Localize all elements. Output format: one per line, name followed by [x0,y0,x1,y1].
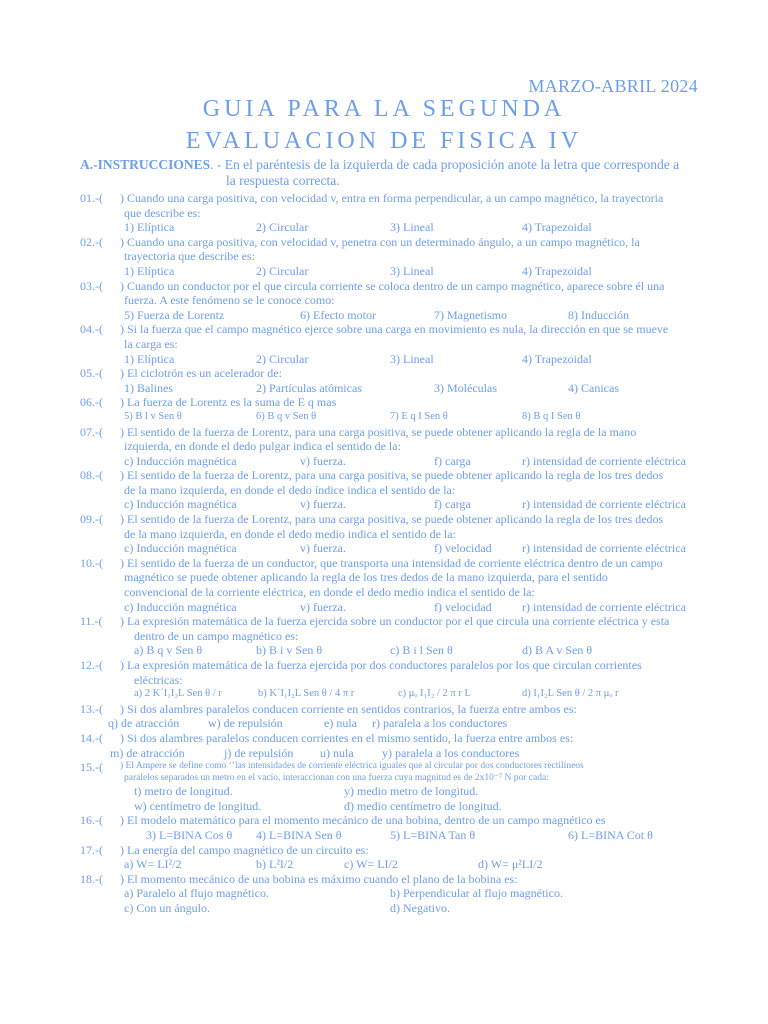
question-12 [80,658,700,702]
option: v) fuerza. [300,541,346,556]
option: 2) Partículas atómicas [256,380,362,395]
option: c) Inducción magnética [124,541,237,556]
option-row [120,600,700,615]
question-18 [80,872,700,916]
option: 3) Lineal [390,351,434,366]
option-row [120,886,700,901]
option: t) metro de longitud. [134,784,233,799]
question-text: ) El Ampere se define como ‘’las intensidades de corriente eléctrica iguales que al circular por dos conductores rectilíneos [120,761,584,772]
option: f) carga [434,497,471,512]
option: e) nula [324,716,357,731]
question-04 [80,322,700,366]
question-number: 03.-( [80,278,103,293]
question-text: ) El sentido de la fuerza de Lorentz, para una carga positiva, se puede obtener aplicando la regla de los tres dedos [120,512,664,527]
option: 3) Moléculas [434,380,497,395]
option-row [120,308,700,323]
question-number: 02.-( [80,234,103,249]
option-row [120,687,700,702]
option: 4) Trapezoidal [522,263,592,278]
question-text: ) El sentido de la fuerza de Lorentz, para una carga positiva, se puede obtener aplicando la regla de los tres dedos [120,468,664,483]
question-text-cont: fuerza. A este fenómeno se le conoce como: [124,293,335,308]
option: r) intensidad de corriente eléctrica [522,541,686,556]
question-text: ) La expresión matemática de la fuerza ejercida por dos conductores paralelos por los que circulan corrientes [120,658,642,672]
question-text-cont: magnético se puede obtener aplicando la regla de los tres dedos de la mano izquierda, para el sentido [124,570,608,585]
option: y) paralela a los conductores [382,745,520,760]
question-text: ) Cuando un conductor por el que circula corriente se coloca dentro de un campo magnético, aparece sobre él una [120,278,665,293]
question-text: ) Cuando una carga positiva, con velocidad v, entra en forma perpendicular, a un campo magnético, la trayectoria [120,191,664,205]
question-text-cont: de la mano izquierda, en donde el dedo medio indica el sentido de la: [124,526,456,541]
option: 4) Trapezoidal [522,351,592,366]
question-number: 11.-( [80,614,103,629]
option: 7) Magnetismo [434,307,507,322]
option-row [120,784,700,799]
option: 2) Circular [256,351,309,366]
question-text: ) La expresión matemática de la fuerza ejercida sobre un conductor por el que circula una corriente eléctrica y esta [120,614,670,629]
option-row [108,716,700,731]
question-text: ) El modelo matemático para el momento mecánico de una bobina, dentro de un campo magnético es [120,813,606,828]
option: v) fuerza. [300,453,346,468]
question-number: 13.-( [80,701,103,716]
option: u) nula [320,745,354,760]
question-number: 16.-( [80,813,103,828]
option: w) centímetro de longitud. [134,798,262,813]
option: 4) Trapezoidal [522,220,592,235]
option-row [120,828,700,843]
option: r) intensidad de corriente eléctrica [522,453,686,468]
option: 5) B l v Sen θ [124,410,182,422]
option-row [120,454,700,469]
option: 3) Lineal [390,220,434,235]
option: 7) E q I Sen θ [390,410,448,422]
question-number: 09.-( [80,512,103,527]
option: d) B A v Sen θ [522,643,593,658]
option-row [120,497,700,512]
option-row [110,745,700,761]
instructions [80,157,700,189]
option: c) W= LI/2 [344,857,398,872]
question-text-cont: izquierda, en donde el dedo pulgar indica el sentido de la: [124,439,401,454]
option: d) Negativo. [390,900,450,915]
option: 1) Elíptica [124,351,175,366]
option: 6) B q v Sen θ [256,410,317,422]
option: 3) Lineal [390,263,434,278]
option: d) W= μ²LI/2 [478,857,543,872]
option: y) medio metro de longitud. [344,784,479,799]
question-09 [80,512,700,556]
option: f) velocidad [434,541,492,556]
question-text-cont: de la mano izquierda, en donde el dedo índice indica el sentido de la: [124,482,456,497]
question-number: 14.-( [80,730,103,745]
question-01 [80,191,700,235]
question-number: 12.-( [80,658,103,672]
question-text-cont: que describe es: [124,205,201,220]
option: 4) L=BINA Sen θ [256,827,342,842]
question-text-cont: paralelos separados un metro en el vacío, interaccionan con una fuerza cuya magnitud es de 2x10⁻⁷ N por cada: [124,773,549,784]
option: 8) Inducción [568,307,629,322]
question-08 [80,468,700,512]
document-date: MARZO-ABRIL 2024 [528,76,698,96]
question-number: 08.-( [80,468,103,483]
option: d) I₁I₂L Sen θ / 2 π μₒ r [522,688,619,700]
question-text-cont: convencional de la corriente eléctrica, en donde el dedo medio indica el sentido de la: [124,585,535,600]
option: 1) Elíptica [124,263,175,278]
option: 6) L=BINA Cot θ [568,827,653,842]
option: f) velocidad [434,599,492,614]
question-text: ) Si dos alambres paralelos conducen corriente en sentidos contrarios, la fuerza entre ambos es: [120,701,577,716]
option: c) μₒ I₁I₂ / 2 π r L [398,688,471,700]
option-row [120,541,700,556]
option: 5) Fuerza de Lorentz [124,307,225,322]
option-row [120,381,700,396]
option: 1) Balines [124,380,173,395]
question-text: ) El sentido de la fuerza de un conductor, que transporta una intensidad de corriente eléctrica dentro de un campo [120,555,663,570]
option-row [120,643,700,658]
question-text-cont: dentro de un campo magnético es: [134,628,299,643]
document-title-line2: EVALUACION DE FISICA IV [185,128,583,154]
option-row [120,264,700,279]
option: c) Inducción magnética [124,599,237,614]
option: 2) Circular [256,220,309,235]
question-text: ) La fuerza de Lorentz es la suma de E q mas [120,395,337,410]
option: 4) Canicas [568,380,619,395]
option: q) de atracción [108,716,180,731]
option: c) Inducción magnética [124,497,237,512]
question-number: 17.-( [80,842,103,857]
question-text: ) Si dos alambres paralelos conducen corrientes en el mismo sentido, la fuerza entre ambos es: [120,730,574,745]
question-text: ) El momento mecánico de una bobina es máximo cuando el plano de la bobina es: [120,871,518,886]
option: r) paralela a los conductores [372,716,508,731]
option: b) B i v Sen θ [256,643,323,658]
option: a) W= LI²/2 [124,857,182,872]
question-13 [80,702,700,731]
question-17 [80,843,700,872]
option: v) fuerza. [300,497,346,512]
option: d) medio centímetro de longitud. [344,798,502,813]
question-11 [80,614,700,658]
question-05 [80,366,700,395]
option: 6) Efecto motor [300,307,376,322]
option: a) Paralelo al flujo magnético. [124,886,269,901]
option: c) Inducción magnética [124,453,237,468]
option: m) de atracción [110,745,185,760]
option: 1) Elíptica [124,220,175,235]
question-text-cont: trayectoria que describe es: [124,249,255,264]
option: j) de repulsión [224,745,294,760]
question-text-cont: eléctricas: [134,672,183,687]
document-title-line1: GUIA PARA LA SEGUNDA [202,96,566,122]
option-row [120,410,700,425]
instructions-text-cont: la respuesta correcta. [226,173,340,188]
option-row [120,352,700,367]
option: 2) Circular [256,263,309,278]
question-number: 10.-( [80,555,103,570]
option: w) de repulsión [208,716,283,731]
question-text: ) Si la fuerza que el campo magnético ejerce sobre una carga en movimiento es nula, la dirección en que se mueve [120,322,669,337]
question-text: ) Cuando una carga positiva, con velocidad v, penetra con un determinado ángulo, a un campo magnético, la [120,234,640,249]
option: f) carga [434,453,471,468]
option-row [120,901,700,916]
question-10 [80,556,700,614]
option: a) 2 K´I₁I₂L Sen θ / r [134,688,222,700]
question-text: ) El sentido de la fuerza de Lorentz, para una carga positiva, se puede obtener aplicando la regla de la mano [120,424,637,439]
option-row [120,220,700,235]
instructions-text: . - En el paréntesis de la izquierda de cada proposición anote la letra que corresponde a [210,157,680,172]
option-row [120,799,700,814]
option: a) B q v Sen θ [134,643,203,658]
question-text: ) El ciclotrón es un acelerador de: [120,366,282,381]
option-row [120,857,700,872]
question-text: ) La energía del campo magnético de un circuito es: [120,842,369,857]
question-text-cont: la carga es: [124,336,178,351]
option: c) Con un ángulo. [124,900,210,915]
option: b) L²I/2 [256,857,294,872]
question-14 [80,731,700,760]
option: 3) L=BINA Cos θ [146,827,233,842]
question-number: 06.-( [80,395,103,410]
option: r) intensidad de corriente eléctrica [522,599,686,614]
option: v) fuerza. [300,599,346,614]
instructions-label: A.-INSTRUCCIONES [80,157,211,172]
question-06 [80,395,700,424]
option: r) intensidad de corriente eléctrica [522,497,686,512]
question-number: 04.-( [80,322,103,337]
question-number: 01.-( [80,191,103,205]
question-02 [80,235,700,279]
option: b) Perpendicular al flujo magnético. [390,886,563,901]
option: c) B i l Sen θ [390,643,453,658]
question-03 [80,279,700,323]
question-list [80,191,700,916]
question-number: 15.-( [80,760,103,775]
question-16 [80,813,700,842]
option: 5) L=BINA Tan θ [390,827,476,842]
question-07 [80,425,700,469]
option: 8) B q I Sen θ [522,410,581,422]
question-number: 05.-( [80,366,103,381]
question-number: 07.-( [80,424,103,439]
question-number: 18.-( [80,871,103,886]
option: b) K´I₁I₂L Sen θ / 4 π r [258,688,355,700]
question-15 [80,760,700,813]
